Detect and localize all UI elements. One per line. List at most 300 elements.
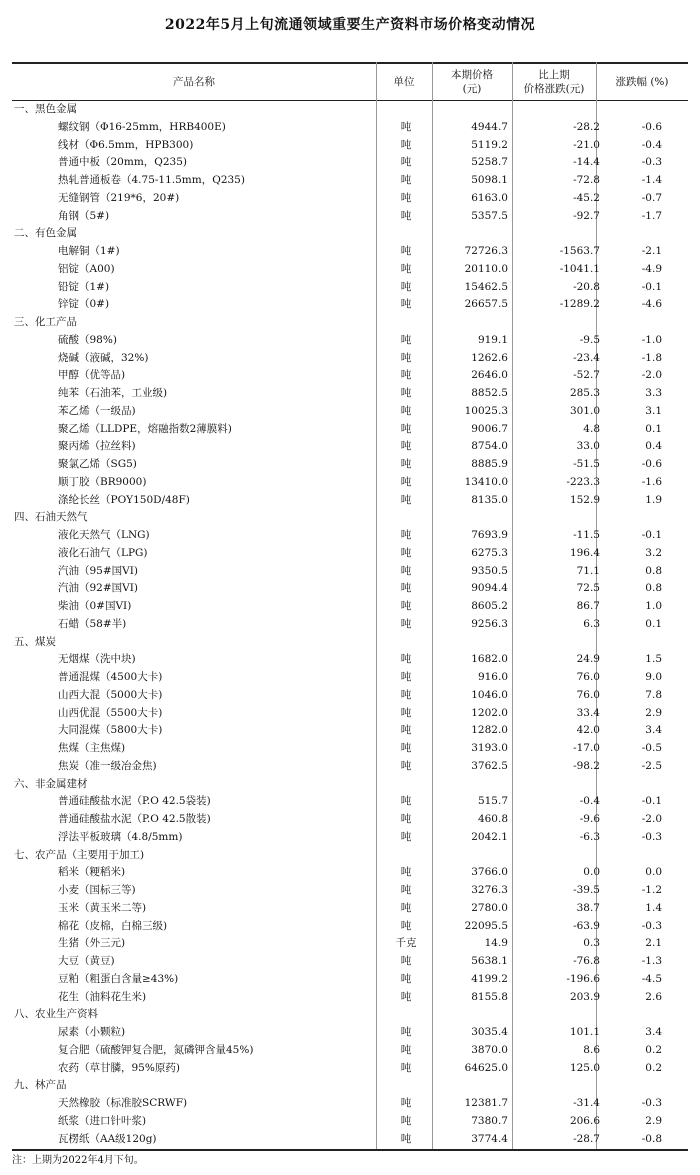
pct-cell: -0.3 xyxy=(641,156,662,169)
price-cell: 5638.1 xyxy=(471,955,508,967)
table-row xyxy=(12,137,688,155)
table-row xyxy=(12,669,688,687)
change-cell: 206.6 xyxy=(569,1114,600,1127)
product-name: 花生（油料花生米) xyxy=(58,990,147,1003)
change-cell: 38.7 xyxy=(576,901,600,914)
price-cell: 460.8 xyxy=(477,813,508,825)
section-title: 七、农产品（主要用于加工) xyxy=(14,848,145,861)
product-name: 复合肥（硫酸钾复合肥，氮磷钾含量45%) xyxy=(58,1043,254,1056)
price-cell: 20110.0 xyxy=(464,262,508,275)
change-cell: 0.0 xyxy=(583,866,600,879)
table-row xyxy=(12,367,688,385)
price-cell: 6275.3 xyxy=(471,546,508,559)
price-cell: 3870.0 xyxy=(471,1043,508,1056)
pct-cell: 3.4 xyxy=(645,724,662,737)
product-name: 尿素（小颗粒) xyxy=(58,1026,126,1038)
product-name: 大同混煤（5800大卡) xyxy=(58,724,163,737)
unit-cell: 吨 xyxy=(400,653,412,666)
pct-cell: -1.4 xyxy=(641,174,662,186)
pct-cell: -2.0 xyxy=(641,813,662,825)
product-name: 焦煤（主焦煤) xyxy=(58,742,126,754)
table-row xyxy=(12,793,688,811)
change-cell: 152.9 xyxy=(569,493,600,506)
product-name: 纸浆（进口针叶浆) xyxy=(58,1114,147,1127)
product-name: 线材（Φ6.5mm，HPB300) xyxy=(58,138,194,151)
price-cell: 4944.7 xyxy=(471,120,508,133)
change-cell: 125.0 xyxy=(569,1061,600,1074)
pct-cell: 1.4 xyxy=(645,901,662,914)
table-row xyxy=(12,190,688,208)
unit-cell: 吨 xyxy=(400,671,412,683)
section-title: 二、有色金属 xyxy=(14,227,77,240)
product-name: 山西优混（5500大卡) xyxy=(58,706,163,719)
header-change-line1: 比上期 xyxy=(538,68,570,81)
table-bottom-rule xyxy=(12,1149,688,1151)
product-name: 棉花（皮棉，白棉三级) xyxy=(58,919,168,932)
product-name: 硫酸（98%) xyxy=(58,333,117,346)
section-row xyxy=(12,1006,688,1024)
change-cell: 86.7 xyxy=(576,600,600,612)
table-row xyxy=(12,456,688,474)
product-name: 生猪（外三元) xyxy=(58,937,126,950)
unit-cell: 吨 xyxy=(400,600,412,612)
change-cell: -98.2 xyxy=(573,759,600,772)
product-name: 瓦楞纸（AA级120g) xyxy=(58,1132,157,1145)
unit-cell: 吨 xyxy=(400,1061,412,1074)
product-name: 铝锭（A00) xyxy=(58,262,115,275)
pct-cell: -0.8 xyxy=(641,1132,662,1145)
change-cell: -63.9 xyxy=(573,919,600,932)
product-name: 纯苯（石油苯，工业级) xyxy=(58,387,168,399)
product-name: 浮法平板玻璃（4.8/5mm) xyxy=(58,830,183,843)
product-name: 普通硅酸盐水泥（P.O 42.5袋装) xyxy=(58,795,211,808)
change-cell: -11.5 xyxy=(573,529,600,541)
change-cell: 76.0 xyxy=(576,688,600,701)
header-product-name: 产品名称 xyxy=(173,75,215,88)
unit-cell: 吨 xyxy=(400,919,412,932)
price-cell: 919.1 xyxy=(477,333,508,346)
section-title: 五、煤炭 xyxy=(14,635,56,648)
price-cell: 8852.5 xyxy=(471,387,508,399)
unit-cell: 吨 xyxy=(400,174,412,186)
table-row xyxy=(12,154,688,172)
table-row xyxy=(12,971,688,989)
unit-cell: 吨 xyxy=(400,387,412,399)
change-cell: -9.6 xyxy=(579,813,600,825)
pct-cell: 2.9 xyxy=(645,1114,662,1127)
table-row xyxy=(12,722,688,740)
unit-cell: 吨 xyxy=(400,209,412,222)
pct-cell: 0.1 xyxy=(645,617,662,630)
price-cell: 4199.2 xyxy=(471,972,508,985)
change-cell: -196.6 xyxy=(566,972,600,985)
pct-cell: 7.8 xyxy=(645,688,662,701)
table-row xyxy=(12,261,688,279)
header-pct: 涨跌幅 (%) xyxy=(615,75,669,88)
product-name: 农药（草甘膦，95%原药) xyxy=(58,1061,180,1074)
table-row xyxy=(12,350,688,368)
section-row xyxy=(12,225,688,243)
pct-cell: -0.3 xyxy=(641,830,662,843)
product-name: 烧碱（液碱，32%) xyxy=(58,351,149,364)
unit-cell: 吨 xyxy=(400,493,412,506)
product-name: 涤纶长丝（POY150D/48F) xyxy=(58,493,190,506)
product-name: 普通中板（20mm，Q235) xyxy=(58,156,188,169)
product-name: 聚乙烯（LLDPE，熔融指数2薄膜料) xyxy=(58,422,232,435)
price-cell: 8135.0 xyxy=(471,493,508,506)
table-row xyxy=(12,1095,688,1113)
product-name: 稻米（粳稻米) xyxy=(58,866,126,879)
price-cell: 15462.5 xyxy=(464,280,508,293)
price-cell: 13410.0 xyxy=(464,475,508,488)
unit-cell: 吨 xyxy=(400,1043,412,1056)
unit-cell: 吨 xyxy=(400,742,412,754)
price-cell: 9094.4 xyxy=(471,582,508,595)
pct-cell: 0.0 xyxy=(645,866,662,879)
change-cell: -6.3 xyxy=(579,830,600,843)
change-cell: -21.0 xyxy=(573,138,600,151)
unit-cell: 吨 xyxy=(400,369,412,382)
change-cell: -0.4 xyxy=(579,795,600,808)
table-row xyxy=(12,580,688,598)
table-row xyxy=(12,208,688,226)
pct-cell: 0.2 xyxy=(645,1061,662,1074)
table-row xyxy=(12,740,688,758)
pct-cell: -1.6 xyxy=(641,475,662,488)
unit-cell: 吨 xyxy=(400,191,412,204)
change-cell: 6.3 xyxy=(583,617,600,630)
product-name: 角钢（5#) xyxy=(58,209,110,222)
price-cell: 26657.5 xyxy=(464,298,508,311)
header-change xyxy=(512,63,596,100)
table-row xyxy=(12,332,688,350)
price-cell: 64625.0 xyxy=(464,1061,508,1074)
unit-cell: 吨 xyxy=(400,120,412,133)
product-name: 苯乙烯（一级品) xyxy=(58,404,136,417)
table-row xyxy=(12,296,688,314)
unit-cell: 吨 xyxy=(400,564,412,577)
pct-cell: -0.1 xyxy=(641,280,662,293)
unit-cell: 吨 xyxy=(400,440,412,453)
change-cell: -72.8 xyxy=(573,174,600,186)
table-row xyxy=(12,243,688,261)
change-cell: -9.5 xyxy=(579,333,600,346)
price-cell: 12381.7 xyxy=(464,1097,508,1109)
section-row xyxy=(12,509,688,527)
change-cell: 101.1 xyxy=(569,1026,600,1038)
change-cell: -45.2 xyxy=(573,191,600,204)
price-cell: 22095.5 xyxy=(464,919,508,932)
product-name: 小麦（国标三等) xyxy=(58,884,136,896)
table-row xyxy=(12,385,688,403)
pct-cell: -0.3 xyxy=(641,1097,662,1109)
change-cell: 4.8 xyxy=(583,422,600,435)
unit-cell: 吨 xyxy=(400,333,412,346)
section-title: 九、林产品 xyxy=(14,1079,67,1092)
section-row xyxy=(12,634,688,652)
product-name: 甲醇（优等品) xyxy=(58,369,126,382)
change-cell: 24.9 xyxy=(576,653,600,666)
pct-cell: 3.4 xyxy=(645,1026,662,1038)
section-row xyxy=(12,776,688,794)
unit-cell: 吨 xyxy=(400,813,412,825)
table-row xyxy=(12,119,688,137)
table-row xyxy=(12,616,688,634)
pct-cell: -0.5 xyxy=(641,742,662,754)
unit-cell: 吨 xyxy=(400,972,412,985)
pct-cell: 0.1 xyxy=(645,422,662,435)
section-row xyxy=(12,314,688,332)
section-title: 四、石油天然气 xyxy=(14,511,88,524)
product-name: 焦炭（准一级冶金焦) xyxy=(58,759,157,772)
price-cell: 8155.8 xyxy=(471,990,508,1003)
product-name: 无缝钢管（219*6，20#) xyxy=(58,191,180,204)
table-row xyxy=(12,687,688,705)
header-change-line2: 价格涨跌(元) xyxy=(523,82,585,95)
price-cell: 1282.0 xyxy=(471,724,508,737)
table-row xyxy=(12,705,688,723)
price-cell: 72726.3 xyxy=(464,245,508,257)
product-name: 普通混煤（4500大卡) xyxy=(58,671,163,683)
table-body xyxy=(12,101,688,1148)
unit-cell: 吨 xyxy=(400,351,412,364)
table-row xyxy=(12,758,688,776)
pct-cell: -0.1 xyxy=(641,529,662,541)
pct-cell: 2.6 xyxy=(645,990,662,1003)
pct-cell: -0.6 xyxy=(641,120,662,133)
pct-cell: 3.2 xyxy=(645,546,662,559)
unit-cell: 吨 xyxy=(400,955,412,967)
unit-cell: 吨 xyxy=(400,404,412,417)
table-row xyxy=(12,882,688,900)
product-name: 热轧普通板卷（4.75-11.5mm，Q235) xyxy=(58,174,245,186)
pct-cell: 1.0 xyxy=(645,600,662,612)
product-name: 天然橡胶（标准胶SCRWF) xyxy=(58,1097,188,1109)
pct-cell: -2.0 xyxy=(641,369,662,382)
change-cell: -1289.2 xyxy=(559,298,600,311)
unit-cell: 吨 xyxy=(400,1097,412,1109)
table-row xyxy=(12,935,688,953)
price-cell: 9256.3 xyxy=(471,617,508,630)
table-row xyxy=(12,829,688,847)
table-row xyxy=(12,527,688,545)
section-title: 三、化工产品 xyxy=(14,316,77,328)
price-cell: 8605.2 xyxy=(471,600,508,612)
footnote: 注：上期为2022年4月下旬。 xyxy=(12,1155,144,1166)
pct-cell: 0.8 xyxy=(645,582,662,595)
unit-cell: 吨 xyxy=(400,298,412,311)
table-row xyxy=(12,900,688,918)
product-name: 柴油（0#国VI) xyxy=(58,600,132,612)
header-unit: 单位 xyxy=(393,75,415,88)
pct-cell: -4.5 xyxy=(641,972,662,985)
product-name: 无烟煤（洗中块) xyxy=(58,653,136,666)
unit-cell: 吨 xyxy=(400,475,412,488)
product-name: 电解铜（1#) xyxy=(58,245,120,257)
pct-cell: 2.1 xyxy=(645,937,662,950)
price-cell: 3193.0 xyxy=(471,742,508,754)
price-cell: 6163.0 xyxy=(471,191,508,204)
unit-cell: 吨 xyxy=(400,759,412,772)
unit-cell: 吨 xyxy=(400,529,412,541)
pct-cell: -0.4 xyxy=(641,138,662,151)
table-row xyxy=(12,421,688,439)
header-price-line2: (元) xyxy=(462,82,482,95)
pct-cell: 1.5 xyxy=(645,653,662,666)
pct-cell: -1.8 xyxy=(641,351,662,364)
change-cell: 76.0 xyxy=(576,671,600,683)
price-cell: 5258.7 xyxy=(471,156,508,169)
change-cell: -14.4 xyxy=(573,156,600,169)
product-name: 聚氯乙烯（SG5) xyxy=(58,458,137,470)
change-cell: -17.0 xyxy=(573,742,600,754)
price-cell: 3276.3 xyxy=(471,884,508,896)
pct-cell: 3.3 xyxy=(645,387,662,399)
unit-cell: 吨 xyxy=(400,262,412,275)
pct-cell: 3.1 xyxy=(645,404,662,417)
table-row xyxy=(12,651,688,669)
pct-cell: -1.3 xyxy=(641,955,662,967)
change-cell: 33.0 xyxy=(576,440,600,453)
table-row xyxy=(12,1060,688,1078)
change-cell: 72.5 xyxy=(576,582,600,595)
unit-cell: 吨 xyxy=(400,830,412,843)
price-cell: 2780.0 xyxy=(471,901,508,914)
product-name: 铅锭（1#) xyxy=(58,280,110,293)
change-cell: -31.4 xyxy=(573,1097,600,1109)
section-row xyxy=(12,101,688,119)
unit-cell: 吨 xyxy=(400,458,412,470)
unit-cell: 吨 xyxy=(400,884,412,896)
pct-cell: -1.7 xyxy=(641,209,662,222)
product-name: 锌锭（0#) xyxy=(58,298,110,311)
unit-cell: 吨 xyxy=(400,688,412,701)
table-row xyxy=(12,563,688,581)
price-cell: 916.0 xyxy=(477,671,508,683)
table-row xyxy=(12,545,688,563)
price-cell: 9350.5 xyxy=(471,564,508,577)
unit-cell: 吨 xyxy=(400,245,412,257)
unit-cell: 吨 xyxy=(400,866,412,879)
unit-cell: 吨 xyxy=(400,280,412,293)
unit-cell: 吨 xyxy=(400,1114,412,1127)
price-cell: 5098.1 xyxy=(471,174,508,186)
table-row xyxy=(12,989,688,1007)
product-name: 汽油（92#国VI) xyxy=(58,582,138,595)
pct-cell: -0.1 xyxy=(641,795,662,808)
change-cell: -223.3 xyxy=(566,475,600,488)
table-row xyxy=(12,1131,688,1149)
price-cell: 14.9 xyxy=(484,937,508,950)
pct-cell: 0.8 xyxy=(645,564,662,577)
change-cell: -20.8 xyxy=(573,280,600,293)
table-row xyxy=(12,918,688,936)
unit-cell: 千克 xyxy=(395,937,417,950)
unit-cell: 吨 xyxy=(400,706,412,719)
pct-cell: 0.2 xyxy=(645,1043,662,1056)
product-name: 液化石油气（LPG) xyxy=(58,546,148,559)
table-row xyxy=(12,438,688,456)
change-cell: -28.2 xyxy=(573,120,600,133)
price-cell: 8885.9 xyxy=(471,458,508,470)
price-cell: 5119.2 xyxy=(471,138,508,151)
table-row xyxy=(12,598,688,616)
change-cell: -28.7 xyxy=(573,1132,600,1145)
pct-cell: -4.6 xyxy=(641,298,662,311)
product-name: 大豆（黄豆) xyxy=(58,955,115,967)
pct-cell: 9.0 xyxy=(645,671,662,683)
table-row xyxy=(12,172,688,190)
change-cell: 71.1 xyxy=(576,564,600,577)
price-cell: 1682.0 xyxy=(471,653,508,666)
section-row xyxy=(12,1077,688,1095)
unit-cell: 吨 xyxy=(400,1132,412,1145)
table-row xyxy=(12,1024,688,1042)
product-name: 汽油（95#国VI) xyxy=(58,564,138,577)
unit-cell: 吨 xyxy=(400,724,412,737)
price-cell: 1262.6 xyxy=(471,351,508,364)
change-cell: 33.4 xyxy=(576,706,600,719)
table-row xyxy=(12,403,688,421)
change-cell: 42.0 xyxy=(576,724,600,737)
price-cell: 9006.7 xyxy=(471,422,508,435)
price-cell: 3766.0 xyxy=(471,866,508,879)
page-title: 2022年5月上旬流通领域重要生产资料市场价格变动情况 xyxy=(164,17,536,33)
change-cell: 196.4 xyxy=(569,546,600,559)
unit-cell: 吨 xyxy=(400,617,412,630)
pct-cell: 2.9 xyxy=(645,706,662,719)
price-cell: 8754.0 xyxy=(471,440,508,453)
product-name: 豆粕（粗蛋白含量≥43%) xyxy=(58,972,179,985)
unit-cell: 吨 xyxy=(400,138,412,151)
section-title: 一、黑色金属 xyxy=(14,103,77,115)
change-cell: 203.9 xyxy=(569,990,600,1003)
pct-cell: -0.7 xyxy=(641,191,662,204)
change-cell: -39.5 xyxy=(573,884,600,896)
pct-cell: -1.2 xyxy=(641,884,662,896)
pct-cell: 1.9 xyxy=(645,493,662,506)
change-cell: -23.4 xyxy=(573,351,600,364)
product-name: 普通硅酸盐水泥（P.O 42.5散装) xyxy=(58,813,211,825)
unit-cell: 吨 xyxy=(400,582,412,595)
change-cell: -92.7 xyxy=(573,209,600,222)
change-cell: -1041.1 xyxy=(559,262,600,275)
product-name: 螺纹钢（Φ16-25mm，HRB400E) xyxy=(58,120,226,133)
unit-cell: 吨 xyxy=(400,990,412,1003)
price-cell: 3762.5 xyxy=(471,759,508,772)
section-title: 八、农业生产资料 xyxy=(14,1008,98,1021)
table-row xyxy=(12,1042,688,1060)
unit-cell: 吨 xyxy=(400,546,412,559)
product-name: 液化天然气（LNG) xyxy=(58,529,150,541)
price-cell: 3035.4 xyxy=(471,1026,508,1038)
product-name: 聚丙烯（拉丝料) xyxy=(58,440,136,453)
table-row xyxy=(12,492,688,510)
pct-cell: -2.5 xyxy=(641,759,662,772)
pct-cell: -1.0 xyxy=(641,333,662,346)
product-name: 山西大混（5000大卡) xyxy=(58,688,163,701)
header-price xyxy=(432,63,512,100)
change-cell: -51.5 xyxy=(573,458,600,470)
price-cell: 2042.1 xyxy=(471,830,508,843)
product-name: 石蜡（58#半) xyxy=(58,617,127,630)
price-cell: 7380.7 xyxy=(471,1114,508,1127)
pct-cell: -0.3 xyxy=(641,919,662,932)
price-cell: 1046.0 xyxy=(471,688,508,701)
change-cell: 285.3 xyxy=(569,387,600,399)
table-row xyxy=(12,953,688,971)
price-cell: 3774.4 xyxy=(471,1132,508,1145)
